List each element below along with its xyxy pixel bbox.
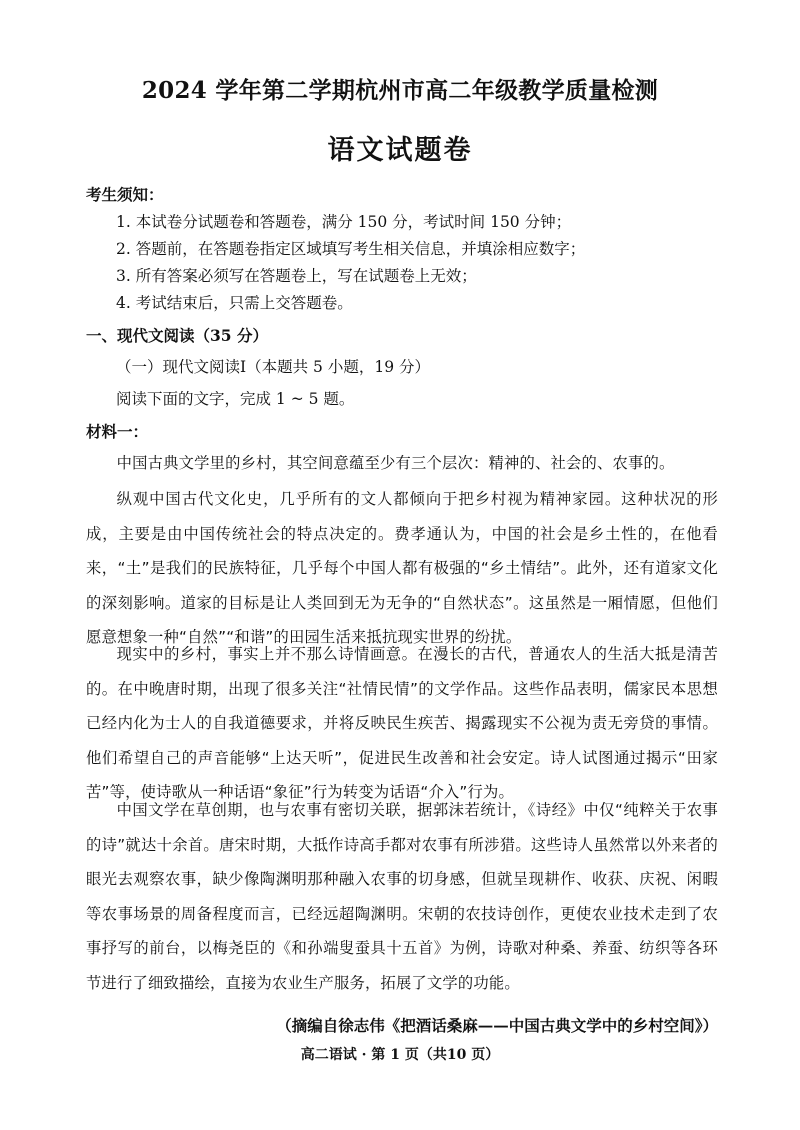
paper-title: 语文试题卷 bbox=[327, 135, 473, 166]
notice-heading: 考生须知： bbox=[86, 185, 164, 204]
notice-item: 4. 考试结束后，只需上交答题卷。 bbox=[116, 294, 353, 312]
material-paragraph: 纵观中国古代文化史，几乎所有的文人都倾向于把乡村视为精神家园。这种状况的形成，主要是由中国传统社会的特点决定的。费孝通认为，中国的社会是乡土性的，在他看来，“土”是我们的民族特征，几乎每个中国人都有极强的“乡土情结”。此外，还有道家文化的深刻影响。道家的目标是让人类回到无为无争的“自然状态”。这虽然是一厢情愿，但他们愿意想象一种“自然”“和谐”的田园生活来抵抗现实世界的纷扰。 bbox=[86, 490, 718, 647]
material-paragraph: 中国文学在草创期，也与农事有密切关联，据郭沫若统计，《诗经》中仅“纯粹关于农事的诗”就达十余首。唐宋时期，大抵作诗高手都对农事有所涉猎。这些诗人虽然常以外来者的眼光去观察农事，缺少像陶渊明那种融入农事的切身感，但就呈现耕作、收获、庆祝、闲暇等农事场景的周备程度而言，已经远超陶渊明。宋朝的农技诗创作，更使农业技术走到了农事抒写的前台，以梅尧臣的《和孙端叟蚕具十五首》为例，诗歌对种桑、养蚕、纺织等各环节进行了细致描绘，直接为农业生产服务，拓展了文学的功能。 bbox=[86, 801, 718, 992]
reading-instruction: 阅读下面的文字，完成 1 ~ 5 题。 bbox=[116, 390, 355, 408]
source-citation: （摘编自徐志伟《把酒话桑麻——中国古典文学中的乡村空间》） bbox=[276, 1016, 718, 1035]
material-paragraph: 现实中的乡村，事实上并不那么诗情画意。在漫长的古代，普通农人的生活大抵是清苦的。在中晚唐时期，出现了很多关注“社情民情”的文学作品。这些作品表明，儒家民本思想已经内化为士人的自我道德要求，并将反映民生疾苦、揭露现实不公视为责无旁贷的事情。他们希望自己的声音能够“上达天听”，促进民生改善和社会安定。诗人试图通过揭示“田家苦”等，使诗歌从一种话语“象征”行为转变为话语“介入”行为。 bbox=[86, 645, 718, 802]
section-heading: 一、现代文阅读（35 分） bbox=[86, 326, 268, 345]
notice-item: 2. 答题前，在答题卷指定区域填写考生相关信息，并填涂相应数字； bbox=[116, 240, 586, 258]
page-footer: 高二语试 · 第 1 页（共10 页） bbox=[300, 1047, 500, 1063]
notice-item: 1. 本试卷分试题卷和答题卷，满分 150 分，考试时间 150 分钟； bbox=[116, 213, 572, 231]
notice-item: 3. 所有答案必须写在答题卷上，写在试题卷上无效； bbox=[116, 267, 477, 285]
material-paragraph: 中国古典文学里的乡村，其空间意蕴至少有三个层次：精神的、社会的、农事的。 bbox=[116, 454, 675, 472]
section-subheading: （一）现代文阅读Ⅰ（本题共 5 小题，19 分） bbox=[116, 358, 430, 376]
material-label: 材料一： bbox=[86, 422, 149, 441]
exam-title: 2024 学年第二学期杭州市高二年级教学质量检测 bbox=[141, 77, 659, 104]
